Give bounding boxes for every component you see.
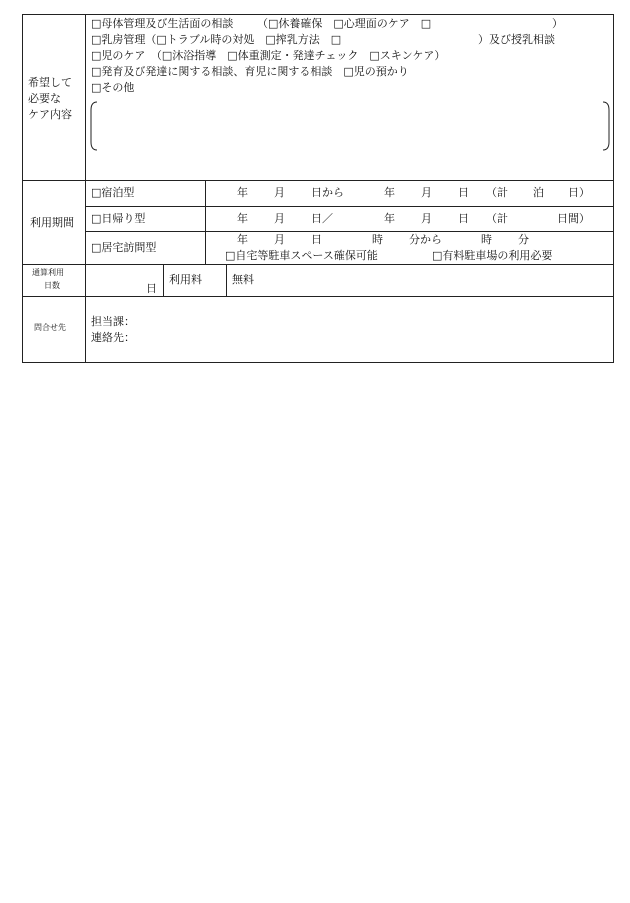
stay-day-1: 日から — [311, 186, 344, 199]
visit-month: 月 — [274, 233, 285, 246]
day-month-1: 月 — [274, 212, 285, 225]
fee-value: 無料 — [232, 273, 254, 286]
total-days-label-line-1: 通算利用 — [32, 268, 64, 277]
stay-type-option[interactable]: □宿泊型 — [91, 186, 135, 199]
day-day-2: 日 — [458, 212, 469, 225]
table-border-left — [22, 14, 23, 363]
row-divider-stay — [85, 206, 614, 207]
care-label-line-3: ケア内容 — [28, 108, 72, 121]
stay-year-1: 年 — [237, 186, 248, 199]
period-label: 利用期間 — [30, 216, 74, 229]
stay-year-2: 年 — [384, 186, 395, 199]
fee-label: 利用料 — [169, 273, 202, 286]
care-label-line-2: 必要な — [28, 92, 61, 105]
contact-phone: 連絡先： — [91, 331, 135, 344]
table-border-top — [22, 14, 614, 15]
care-option-maternal-details[interactable]: （□休養確保 □心理面のケア □ — [257, 17, 432, 30]
days-divider — [163, 264, 164, 297]
care-option-maternal[interactable]: □母体管理及び生活面の相談 — [91, 17, 234, 30]
row-divider-day — [85, 231, 614, 232]
visit-type-option[interactable]: □居宅訪問型 — [91, 241, 157, 254]
visit-hour-2: 時 — [481, 233, 492, 246]
row-divider-days — [22, 296, 614, 297]
period-type-divider — [205, 180, 206, 265]
visit-minute-from: 分から — [409, 233, 442, 246]
contact-label: 問合せ先 — [34, 323, 66, 332]
day-year-2: 年 — [384, 212, 395, 225]
stay-month-2: 月 — [421, 186, 432, 199]
stay-days: 日） — [568, 186, 590, 199]
care-option-maternal-close: ） — [552, 17, 563, 30]
care-option-development[interactable]: □発育及び発達に関する相談、育児に関する相談 □児の預かり — [91, 65, 409, 78]
care-option-breast[interactable]: □乳房管理（□トラブル時の対処 □搾乳方法 □ — [91, 33, 342, 46]
day-day-1: 日／ — [311, 212, 333, 225]
stay-nights: 泊 — [533, 186, 544, 199]
day-year-1: 年 — [237, 212, 248, 225]
visit-hour-1: 時 — [372, 233, 383, 246]
stay-day-2: 日 — [458, 186, 469, 199]
total-days-unit: 日 — [146, 282, 157, 295]
row-divider-care — [22, 180, 614, 181]
total-days-label-line-2: 日数 — [44, 281, 60, 290]
other-text-bracket[interactable] — [89, 100, 613, 152]
day-total-open: （計 — [486, 212, 508, 225]
visit-parking-home-option[interactable]: □自宅等駐車スペース確保可能 — [225, 249, 378, 262]
visit-day: 日 — [311, 233, 322, 246]
care-option-baby[interactable]: □児のケア （□沐浴指導 □体重測定・発達チェック □スキンケア） — [91, 49, 446, 62]
care-option-breast-close: ）及び授乳相談 — [478, 33, 555, 46]
contact-department: 担当課： — [91, 315, 135, 328]
care-option-other[interactable]: □その他 — [91, 81, 135, 94]
label-column-divider — [85, 14, 86, 363]
table-border-right — [613, 14, 614, 363]
visit-year: 年 — [237, 233, 248, 246]
table-border-bottom — [22, 362, 614, 363]
care-label-line-1: 希望して — [28, 76, 72, 89]
day-total-days: 日間） — [557, 212, 590, 225]
stay-total-open: （計 — [486, 186, 508, 199]
day-type-option[interactable]: □日帰り型 — [91, 212, 146, 225]
day-month-2: 月 — [421, 212, 432, 225]
fee-divider — [226, 264, 227, 297]
visit-parking-paid-option[interactable]: □有料駐車場の利用必要 — [432, 249, 553, 262]
visit-minute-2: 分 — [518, 233, 529, 246]
row-divider-period — [22, 264, 614, 265]
stay-month-1: 月 — [274, 186, 285, 199]
